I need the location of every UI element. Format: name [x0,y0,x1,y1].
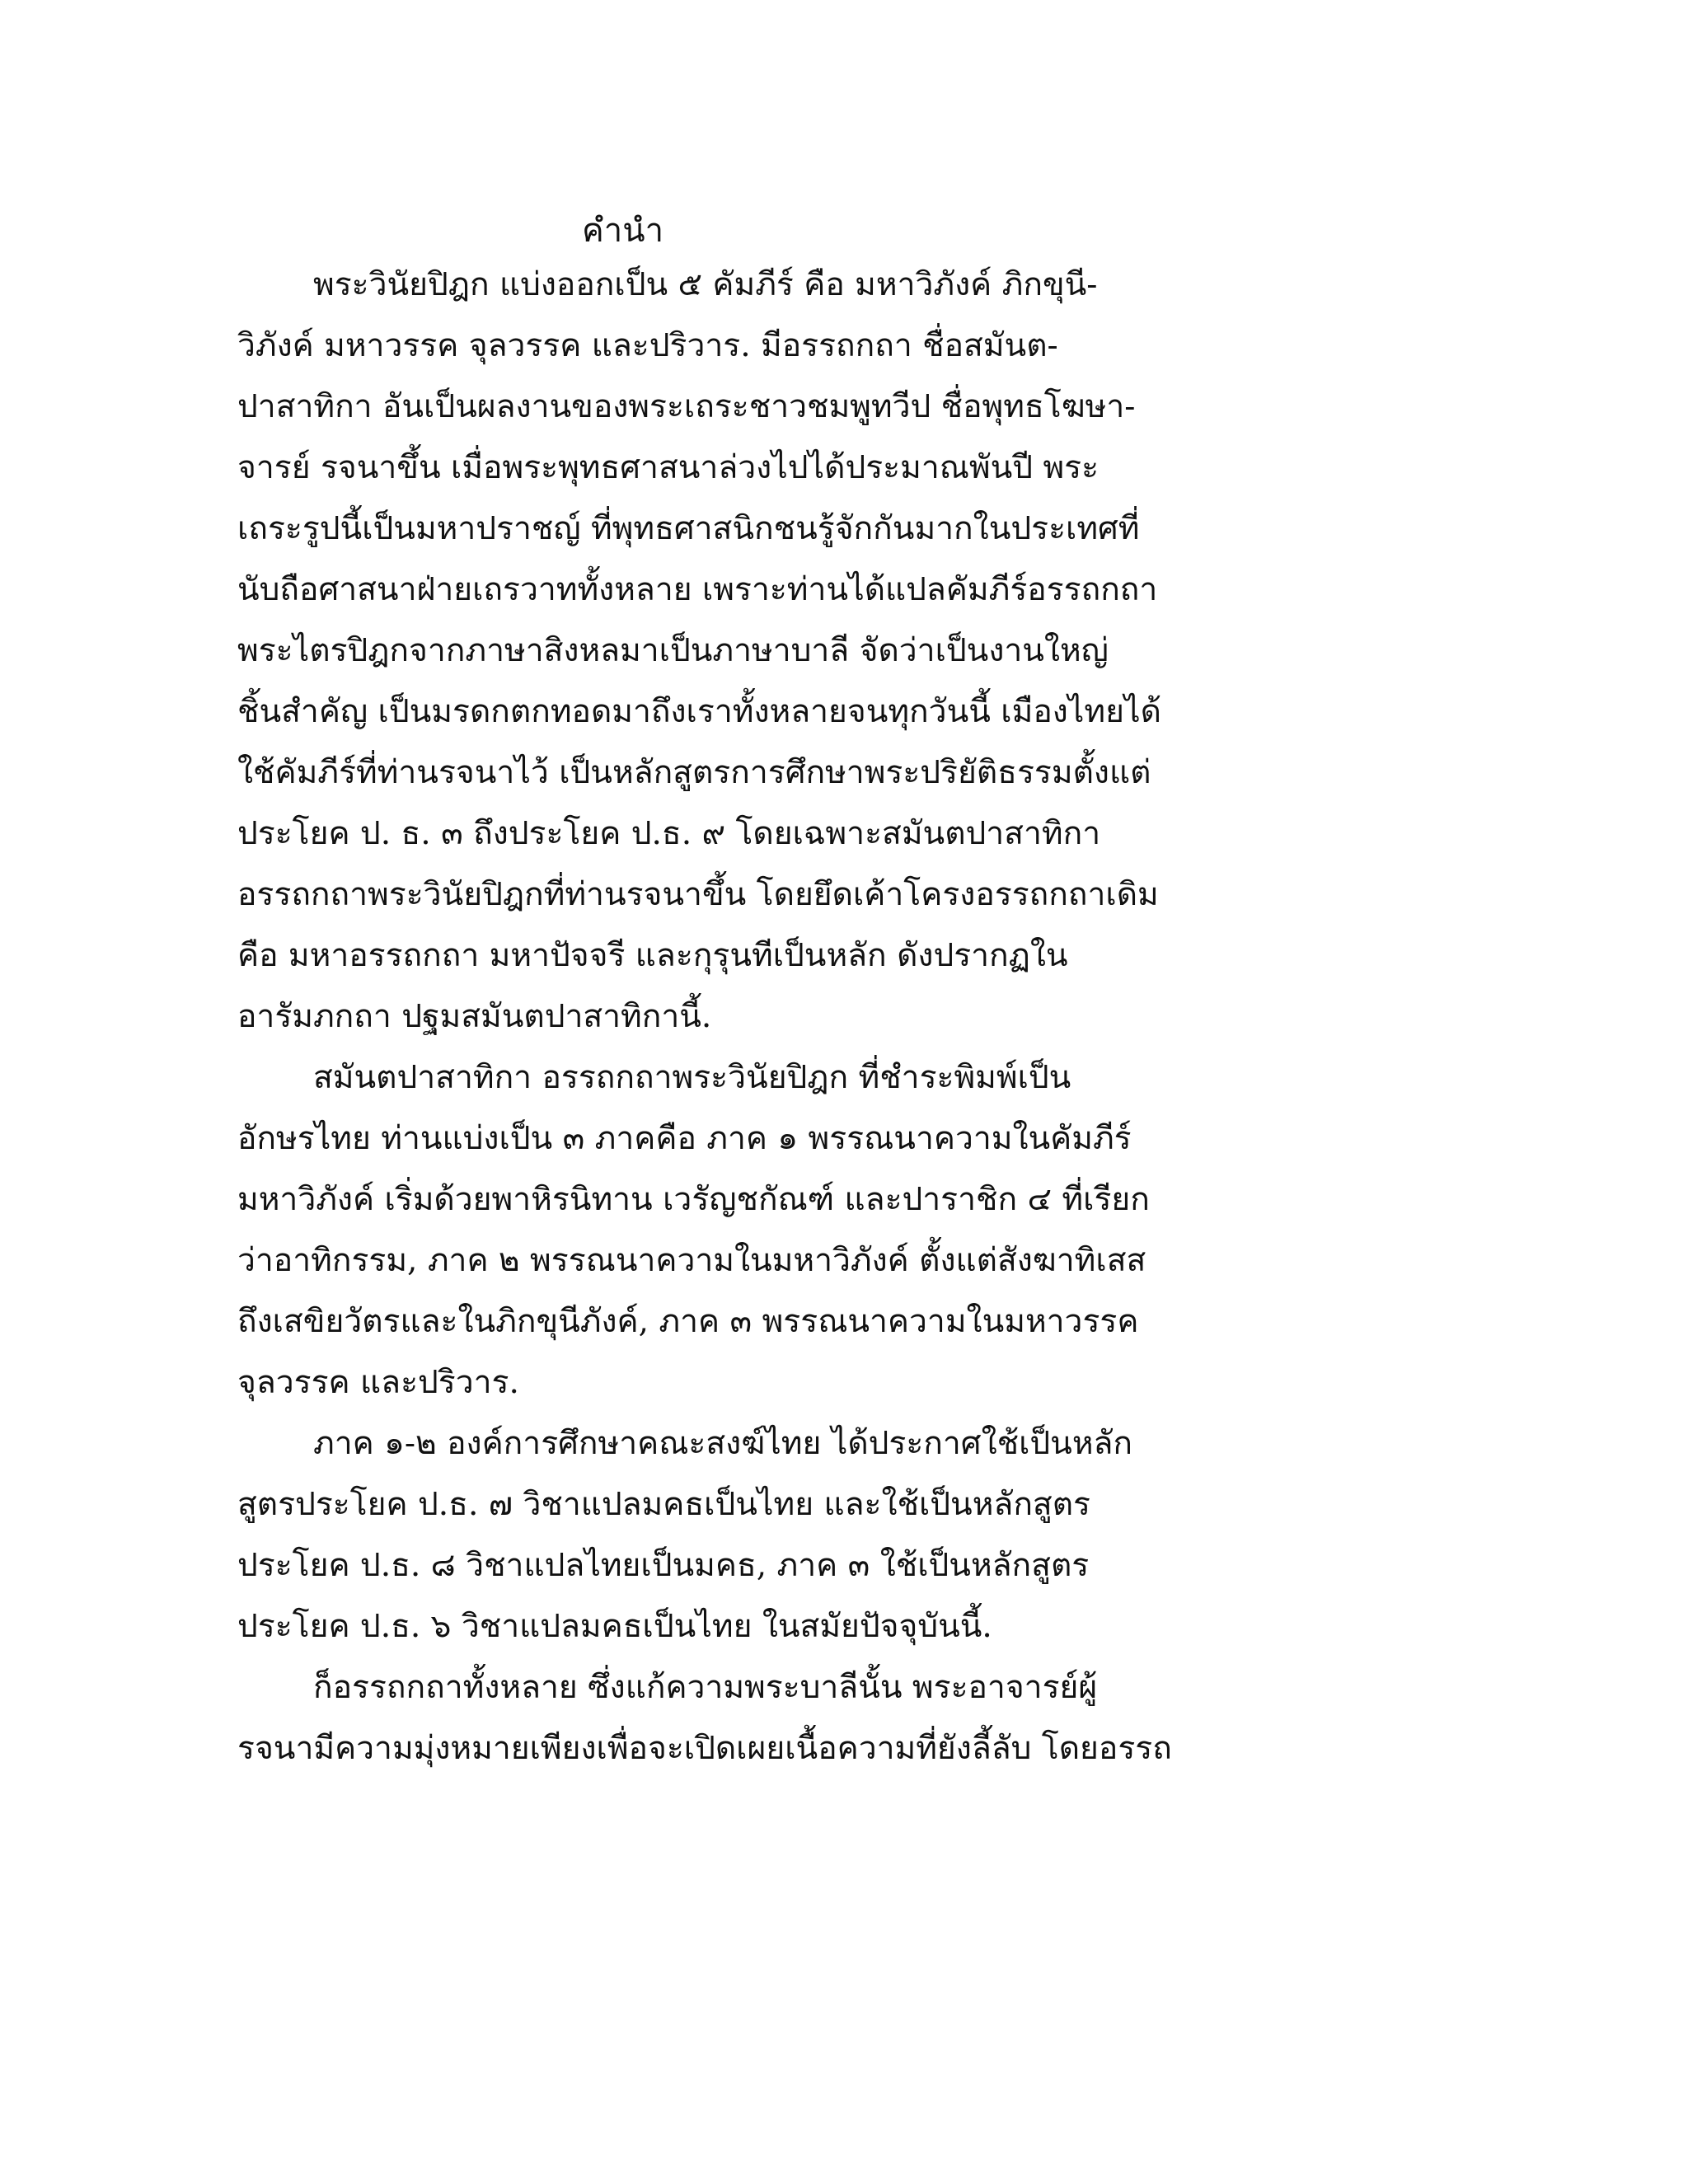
text-line: อักษรไทย ท่านแบ่งเป็น ๓ ภาคคือ ภาค ๑ พรรณนาความในคัมภีร์ [237,1120,1132,1157]
text-line: พระวินัยปิฎก แบ่งออกเป็น ๕ คัมภีร์ คือ มหาวิภังค์ ภิกขุนี- [313,266,1098,303]
text-line: จารย์ รจนาขึ้น เมื่อพระพุทธศาสนาล่วงไปได้ประมาณพันปี พระ [237,449,1100,486]
text-line: ถึงเสขิยวัตรและในภิกขุนีภังค์, ภาค ๓ พรรณนาความในมหาวรรค [237,1303,1139,1340]
text-line: ภาค ๑-๒ องค์การศึกษาคณะสงฆ์ไทย ได้ประกาศใช้เป็นหลัก [313,1425,1133,1462]
text-line: สูตรประโยค ป.ธ. ๗ วิชาแปลมคธเป็นไทย และใช้เป็นหลักสูตร [237,1486,1091,1523]
text-line: เถระรูปนี้เป็นมหาปราชญ์ ที่พุทธศาสนิกชนรู้จักกันมากในประเทศที่ [237,510,1140,547]
text-line: อรรถกถาพระวินัยปิฎกที่ท่านรจนาขึ้น โดยยึดเค้าโครงอรรถกถาเดิม [237,876,1159,913]
text-line: สมันตปาสาทิกา อรรถกถาพระวินัยปิฎก ที่ชำระพิมพ์เป็น [313,1059,1071,1096]
text-line: พระไตรปิฎกจากภาษาสิงหลมาเป็นภาษาบาลี จัดว่าเป็นงานใหญ่ [237,632,1109,669]
text-line: รจนามีความมุ่งหมายเพียงเพื่อจะเปิดเผยเนื้อความที่ยังลี้ลับ โดยอรรถ [237,1730,1172,1767]
text-line: ประโยค ป.ธ. ๘ วิชาแปลไทยเป็นมคธ, ภาค ๓ ใช้เป็นหลักสูตร [237,1547,1090,1584]
text-line: คือ มหาอรรถกถา มหาปัจจรี และกุรุนทีเป็นหลัก ดังปรากฏใน [237,937,1068,974]
page-title: คำนำ [582,212,664,250]
text-line: จุลวรรค และปริวาร. [237,1364,519,1401]
text-line: ประโยค ป. ธ. ๓ ถึงประโยค ป.ธ. ๙ โดยเฉพาะสมันตปาสาทิกา [237,815,1101,852]
text-line: นับถือศาสนาฝ่ายเถรวาททั้งหลาย เพราะท่านได้แปลคัมภีร์อรรถกถา [237,571,1158,608]
text-line: ใช้คัมภีร์ที่ท่านรจนาไว้ เป็นหลักสูตรการศึกษาพระปริยัติธรรมตั้งแต่ [237,754,1151,791]
text-line: อารัมภกถา ปฐมสมันตปาสาทิกานี้. [237,998,712,1035]
text-line: ก็อรรถกถาทั้งหลาย ซึ่งแก้ความพระบาลีนั้น พระอาจารย์ผู้ [313,1669,1098,1706]
text-line: มหาวิภังค์ เริ่มด้วยพาหิรนิทาน เวรัญชกัณฑ์ และปาราชิก ๔ ที่เรียก [237,1181,1150,1218]
text-line: ชิ้นสำคัญ เป็นมรดกตกทอดมาถึงเราทั้งหลายจนทุกวันนี้ เมืองไทยได้ [237,693,1161,730]
text-line: วิภังค์ มหาวรรค จุลวรรค และปริวาร. มีอรรถกถา ชื่อสมันต- [237,327,1058,364]
text-line: ว่าอาทิกรรม, ภาค ๒ พรรณนาความในมหาวิภังค์ ตั้งแต่สังฆาทิเสส [237,1242,1146,1279]
text-line: ประโยค ป.ธ. ๖ วิชาแปลมคธเป็นไทย ในสมัยปัจจุบันนี้. [237,1608,992,1645]
text-line: ปาสาทิกา อันเป็นผลงานของพระเถระชาวชมพูทวีป ชื่อพุทธโฆษา- [237,388,1136,425]
